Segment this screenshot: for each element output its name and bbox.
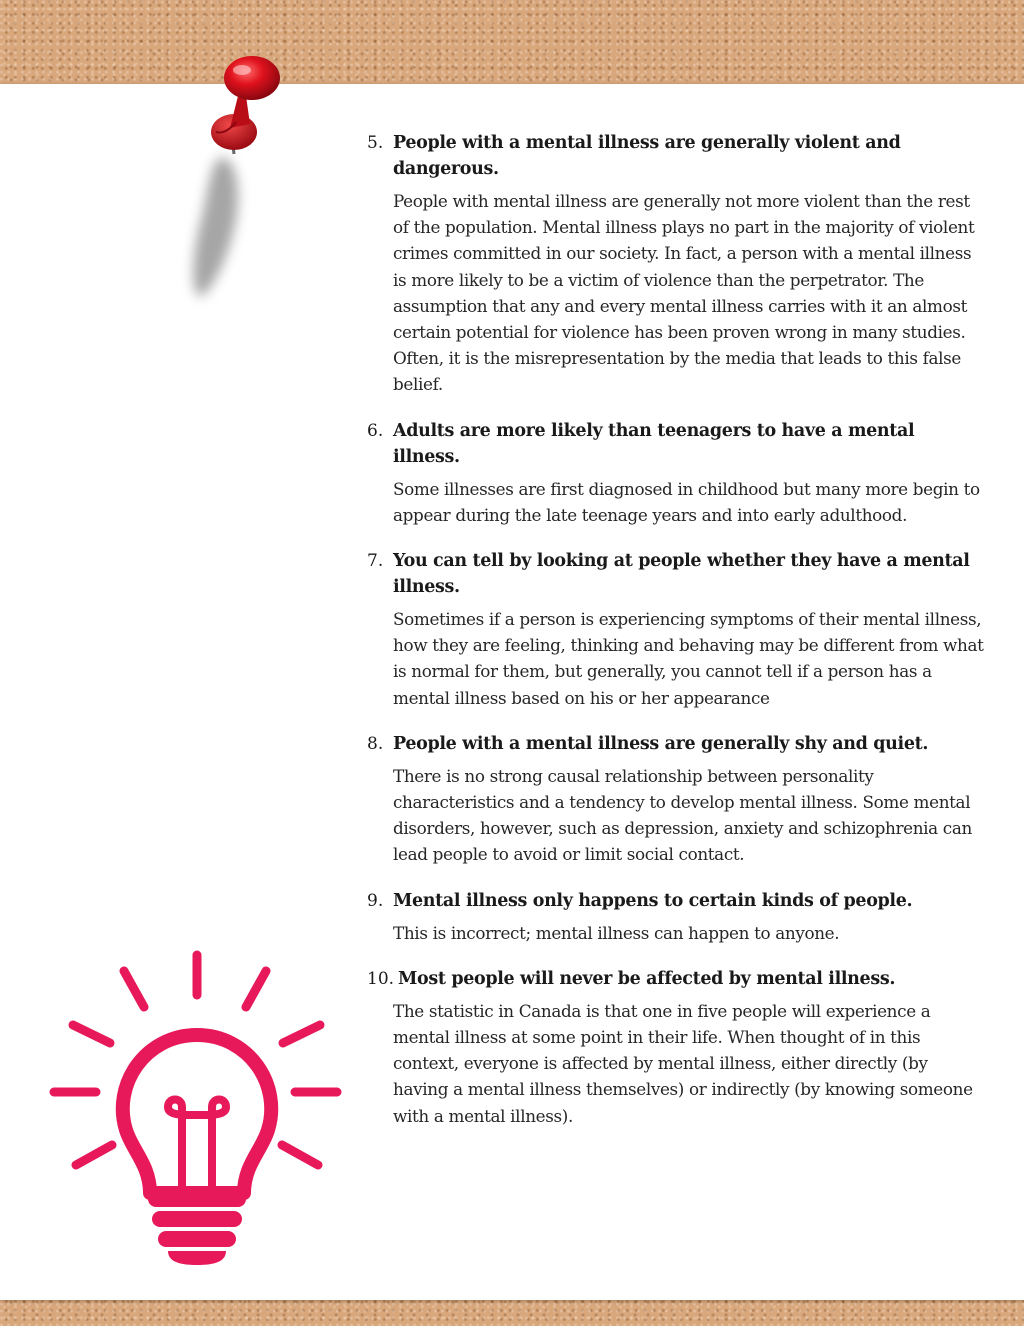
item-heading: Adults are more likely than teenagers to have a mental illness. [393,420,915,467]
item-heading: People with a mental illness are generally violent and dangerous. [393,133,901,179]
item-body: There is no strong causal relationship between personality characteristics and a tendency to develop mental illness. Some mental disorders, however, such as depression, anxiety and schizophrenia can lead people to avoid or limit social contact. [393,765,972,865]
item-number: 8. [367,733,384,754]
item-heading: You can tell by looking at people whether they have a mental illness. [393,551,970,598]
item-body: The statistic in Canada is that one in five people will experience a mental illness at some point in their life. When thought of in this context, everyone is affected by mental illness, either directly (by having a mental illness themselves) or indirectly (by knowing someone with a mental illness). [393,1000,973,1126]
item-body: People with mental illness are generally not more violent than the rest of the population. Mental illness plays no part in the majority of violent crimes committed in our society. In fact, a person with a mental illness is more likely to be a victim of violence than the perpetrator. The assumption that any and every mental illness carries with it an almost certain potential for violence has been proven wrong in many studies. Often, it is the misrepresentation by the media that leads to this false belief. [393,191,975,395]
list-item [367,888,985,946]
item-number: 7. [367,551,384,572]
list-item [367,130,985,398]
item-body: Some illnesses are first diagnosed in childhood but many more begin to appear during the late teenage years and into early adulthood. [393,478,980,525]
lightbulb-icon [40,935,360,1275]
myths-list [367,130,985,1149]
item-number: 10. [367,968,395,989]
item-body: This is incorrect; mental illness can happen to anyone. [393,922,840,943]
item-number: 6. [367,420,384,441]
item-heading: People with a mental illness are generally shy and quiet. [393,733,929,754]
item-heading: Mental illness only happens to certain kinds of people. [393,890,913,911]
list-item [367,548,985,711]
list-item [367,418,985,528]
push-pin-icon [160,52,300,312]
item-body: Sometimes if a person is experiencing symptoms of their mental illness, how they are feeling, thinking and behaving may be different from what is normal for them, but generally, you cannot tell if a person has a mental illness based on his or her appearance [393,609,984,708]
list-item [367,966,985,1129]
list-item [367,731,985,868]
item-heading: Most people will never be affected by mental illness. [398,968,896,989]
item-number: 5. [367,133,384,153]
item-number: 9. [367,890,384,911]
